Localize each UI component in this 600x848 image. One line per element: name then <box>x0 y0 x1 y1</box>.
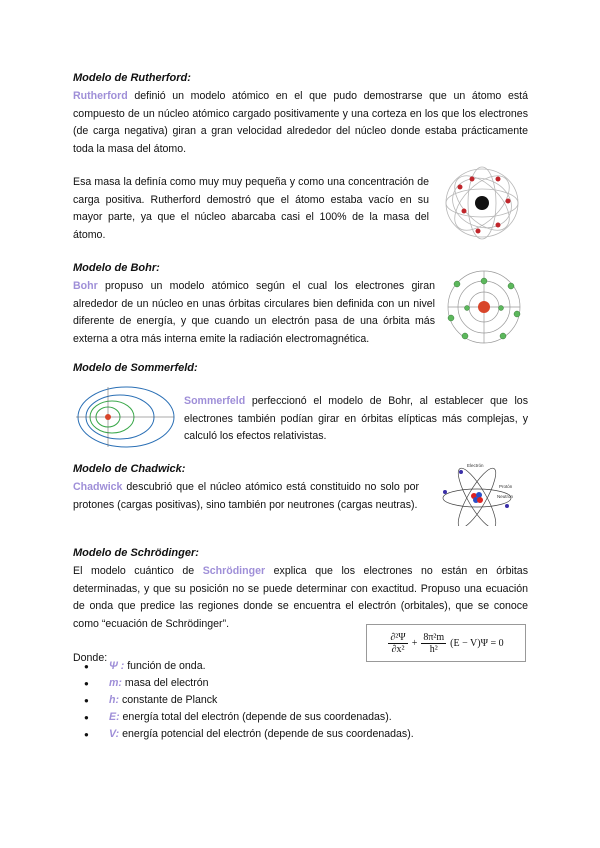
keyword-rutherford: Rutherford <box>73 90 128 102</box>
list-item: ● h: constante de Planck <box>92 692 414 709</box>
heading-rutherford: Modelo de Rutherford: <box>73 72 191 84</box>
heading-bohr: Modelo de Bohr: <box>73 262 160 274</box>
paragraph-rutherford-1: Rutherford definió un modelo atómico en el que pudo demostrarse que un átomo está compuesto de un núcleo atómico cargado positivamente y una corteza en los que los electrones (de carga negativa) giran a gran velocidad alrededor del núcleo donde estaba prácticamente toda la masa del átomo. <box>73 90 528 155</box>
paragraph-bohr: Bohr propuso un modelo atómico según el cual los electrones giran alrededor de un núcleo en unas órbitas circulares bien definida con un nivel diferente de energía, y que cuando un electrón pasa de una órbita más externa a otra más interna emite la radiación electromagnética. <box>73 280 435 345</box>
heading-schrodinger: Modelo de Schrödinger: <box>73 547 199 559</box>
label-proton: Protón <box>499 484 513 489</box>
list-item: ● V: energía potencial del electrón (depende de sus coordenadas). <box>92 726 414 743</box>
keyword-schrodinger: Schrödinger <box>202 565 266 577</box>
list-item: ● m: masa del electrón <box>92 675 414 692</box>
bohr-atom-figure <box>445 268 523 346</box>
list-item: ● Ψ : función de onda. <box>92 658 414 675</box>
symbols-list <box>92 658 414 743</box>
rutherford-atom-figure <box>442 163 522 243</box>
keyword-sommerfeld: Sommerfeld <box>184 395 246 407</box>
label-neutron: Neutrón <box>497 494 514 499</box>
chadwick-atom-figure <box>433 462 525 526</box>
label-donde: Donde: <box>73 652 108 664</box>
label-electron: Electrón <box>467 463 484 468</box>
heading-sommerfeld: Modelo de Sommerfeld: <box>73 362 198 374</box>
paragraph-chadwick: Chadwick descubrió que el núcleo atómico está constituido no solo por protones (cargas positivas), sino también por neutrones (cargas neutras). <box>73 481 419 511</box>
paragraph-schrodinger: El modelo cuántico de Schrödinger explica que los electrones no están en órbitas determinadas, y que su posición no se puede determinar con exactitud. Propuso una ecuación de onda que predice las regiones donde se encuentra el electrón (orbitales), que se conoce como “ecuación de Schrödinger”. <box>73 565 528 630</box>
keyword-chadwick: Chadwick <box>73 481 123 493</box>
keyword-bohr: Bohr <box>73 280 98 292</box>
list-item: ● E: energía total del electrón (depende de sus coordenadas). <box>92 709 414 726</box>
paragraph-sommerfeld: Sommerfeld perfeccionó el modelo de Bohr, al establecer que los electrones también podían girar en órbitas elípticas más complejas, y calculó los efectos relativistas. <box>184 395 528 443</box>
paragraph-rutherford-2: Esa masa la definía como muy muy pequeña y como una concentración de carga positiva. Rutherford demostró que el átomo estaba vacío en su mayor parte, ya que el núcleo abarcaba casi el 100% de la masa del átomo. <box>73 176 429 241</box>
schrodinger-equation: ∂²Ψ ∂x² + $\frac{\text{8π²m}}{\text{h²}}$ (E − V)Ψ = 0 <box>366 624 526 662</box>
heading-chadwick: Modelo de Chadwick: <box>73 463 186 475</box>
sommerfeld-atom-figure <box>74 383 176 451</box>
